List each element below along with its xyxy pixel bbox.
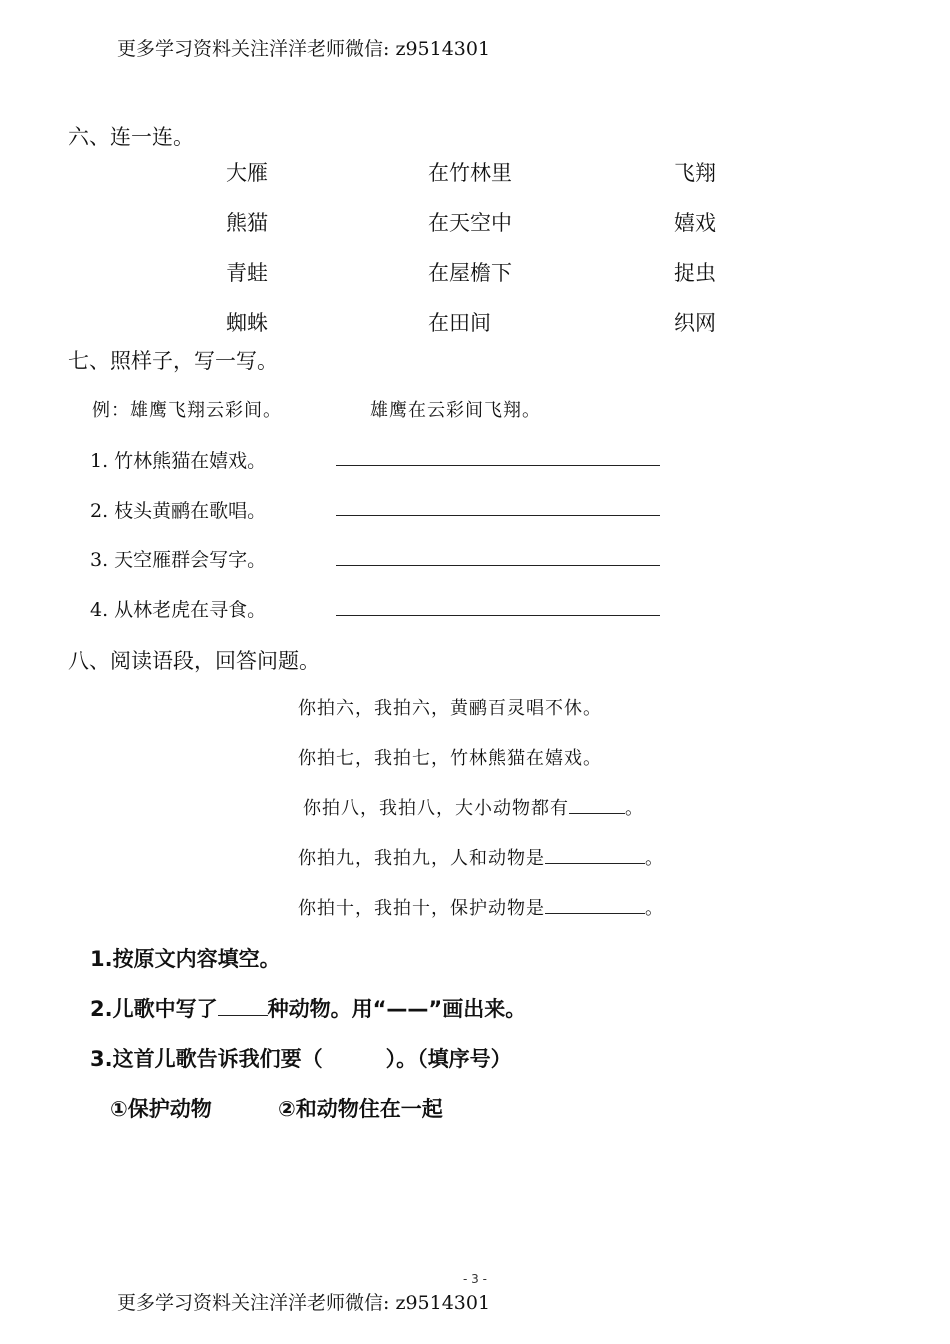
answer-line-3[interactable] [336,565,660,566]
poem-text: 你拍九，我拍九，人和动物是 [298,848,545,869]
match-item: 在竹林里 [428,161,512,185]
answer-line-2[interactable] [336,515,660,516]
match-item: 嬉戏 [674,211,716,235]
question-3: 3.这首儿歌告诉我们要（ ）。（填序号） [90,1047,512,1071]
match-item: 捉虫 [674,261,716,285]
answer-line-1[interactable] [336,465,660,466]
poem-line-5 [298,894,664,920]
fill-blank[interactable] [545,845,645,864]
question-1: 1.按原文内容填空。 [90,947,281,971]
match-item: 青蛙 [226,261,268,285]
fill-blank[interactable] [218,994,268,1016]
rewrite-item-1: 1. 竹林熊猫在嬉戏。 [90,450,267,472]
match-item: 在天空中 [428,211,512,235]
poem-punct: 。 [625,798,644,819]
match-item: 织网 [674,311,716,335]
section-6-title: 六、连一连。 [68,125,194,149]
poem-line-4 [298,844,664,870]
fill-blank[interactable] [569,795,625,814]
poem-text: 你拍十，我拍十，保护动物是 [298,898,545,919]
match-item: 蜘蛛 [226,311,268,335]
option-1: ①保护动物 [110,1097,212,1121]
match-item: 在屋檐下 [428,261,512,285]
example-answer: 雄鹰在云彩间飞翔。 [370,400,541,421]
poem-text: 你拍八，我拍八，大小动物都有 [303,798,569,819]
rewrite-item-3: 3. 天空雁群会写字。 [90,549,267,571]
answer-line-4[interactable] [336,615,660,616]
fill-blank[interactable] [545,895,645,914]
section-8-title: 八、阅读语段，回答问题。 [68,649,320,673]
question-text: 种动物。用“——”画出来。 [267,997,527,1021]
match-item: 飞翔 [674,161,716,185]
poem-punct: 。 [645,898,664,919]
question-text: 2.儿歌中写了 [90,997,218,1021]
page-number: - 3 - [463,1272,487,1286]
poem-punct: 。 [645,848,664,869]
poem-line-2: 你拍七，我拍七，竹林熊猫在嬉戏。 [298,748,602,769]
rewrite-item-2: 2. 枝头黄鹂在歌唱。 [90,500,267,522]
rewrite-item-4: 4. 从林老虎在寻食。 [90,599,267,621]
poem-line-1: 你拍六，我拍六，黄鹂百灵唱不休。 [298,698,602,719]
question-2 [90,993,526,1023]
poem-line-3 [303,794,644,820]
match-item: 在田间 [428,311,491,335]
match-item: 熊猫 [226,211,268,235]
option-2: ②和动物住在一起 [278,1097,443,1121]
example-sentence: 例：雄鹰飞翔云彩间。 [92,400,282,421]
section-7-title: 七、照样子，写一写。 [68,349,278,373]
header-watermark: 更多学习资料关注洋洋老师微信: z9514301 [117,38,491,60]
match-item: 大雁 [226,161,268,185]
footer-watermark: 更多学习资料关注洋洋老师微信: z9514301 [117,1292,491,1314]
